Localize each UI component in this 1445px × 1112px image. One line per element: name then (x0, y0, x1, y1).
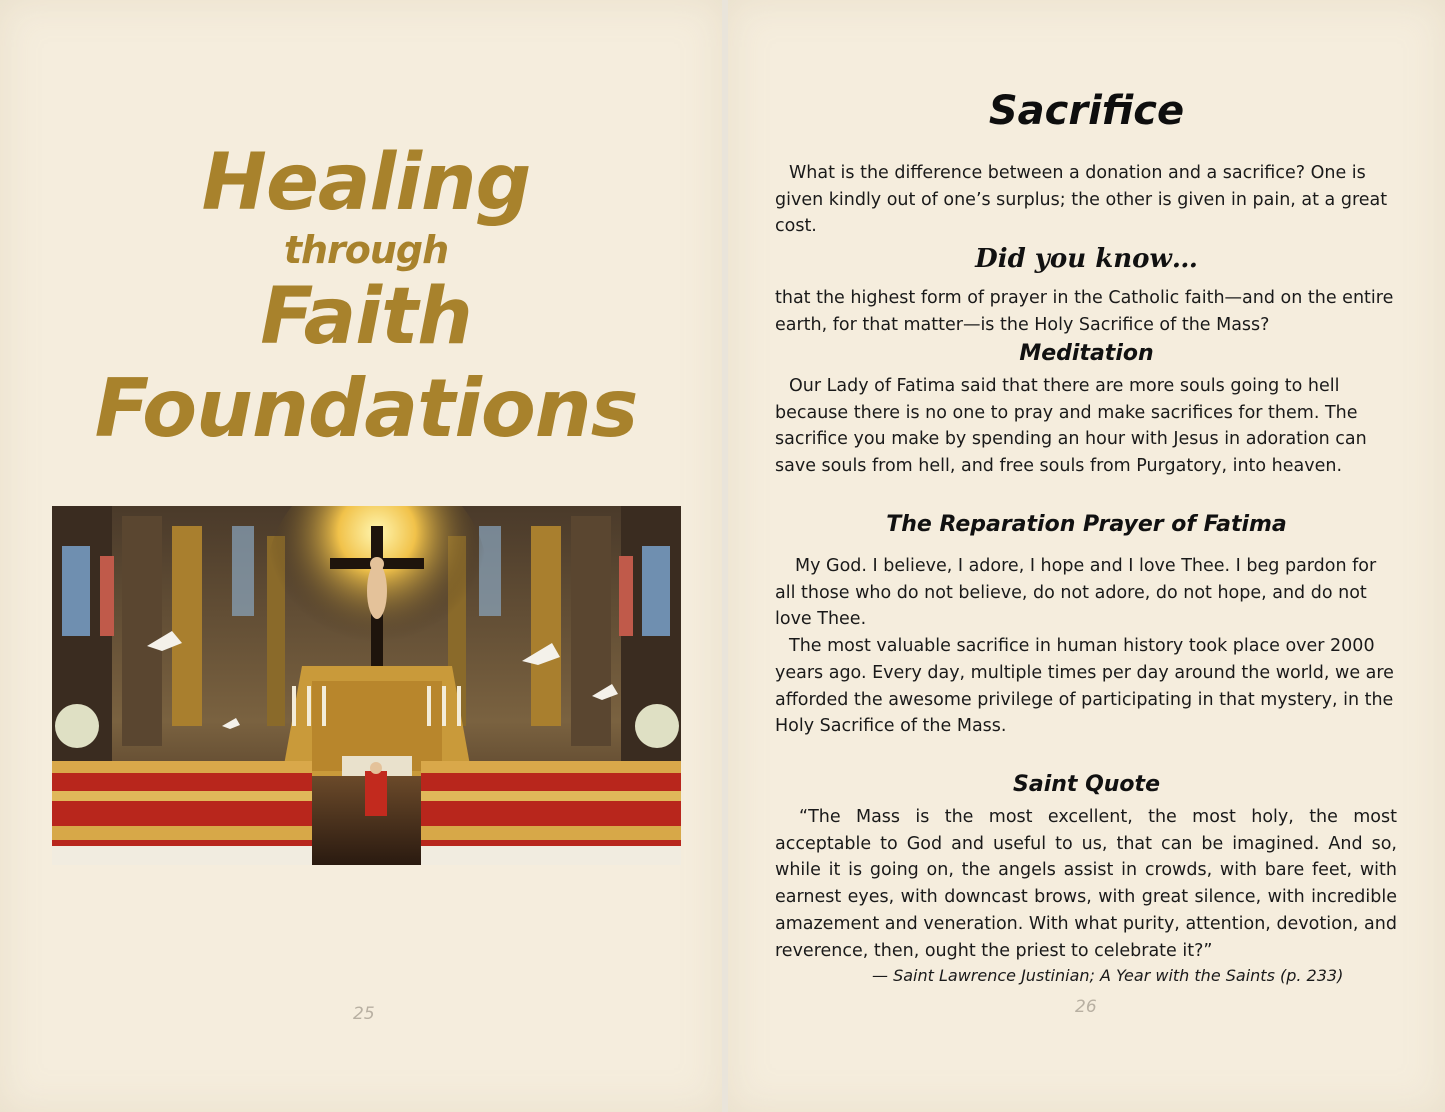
quote-heading: Saint Quote (1013, 772, 1160, 797)
prayer-paragraph (775, 553, 1397, 740)
did-you-know-heading: Did you know… (975, 244, 1198, 274)
intro-text: What is the difference between a donation and a sacrifice? One is given kindly out of one’s surplus; the other is given in pain, at a great cost. (775, 163, 1388, 237)
page-number: 26 (1075, 997, 1097, 1017)
title-through: through (283, 228, 449, 272)
page-number: 25 (353, 1004, 375, 1024)
prayer-text: My God. I believe, I adore, I hope and I love Thee. I beg pardon for all those who do not believe, do not adore, do not hope, and do not love Thee. (775, 556, 1377, 630)
title-faith: Faith (260, 272, 472, 362)
title-healing: Healing (201, 138, 531, 228)
sacrifice-text: The most valuable sacrifice in human history took place over 2000 years ago. Every day, multiple times per day around the world, we are afforded the awesome privilege of participating in that mystery, in the Holy Sacrifice of the Mass. (775, 636, 1394, 737)
quote-text: “The Mass is the most excellent, the most holy, the most acceptable to God and useful to us, that can be imagined. And so, while it is going on, the angels assist in crowds, with bare feet, with earnest eyes, with downcast brows, with great silence, with incredible amazement and veneration. With what purity, attention, devotion, and reverence, then, ought the priest to celebrate it?” (775, 807, 1397, 961)
left-page (0, 0, 722, 1112)
quote-paragraph (775, 804, 1397, 964)
intro-paragraph (775, 160, 1397, 240)
title-foundations: Foundations (94, 362, 638, 455)
did-you-know-paragraph (775, 285, 1397, 338)
prayer-heading: The Reparation Prayer of Fatima (886, 512, 1287, 537)
quote-attribution: — Saint Lawrence Justinian; A Year with the Saints (p. 233) (872, 966, 1344, 985)
meditation-paragraph (775, 373, 1397, 480)
did-you-know-text: that the highest form of prayer in the Catholic faith—and on the entire earth, for that matter—is the Holy Sacrifice of the Mass? (775, 288, 1394, 335)
meditation-text: Our Lady of Fatima said that there are more souls going to hell because there is no one to pray and make sacrifices for them. The sacrifice you make by spending an hour with Jesus in adoration can save souls from hell, and free souls from Purgatory, into heaven. (775, 376, 1367, 477)
page-title: Sacrifice (988, 88, 1185, 134)
meditation-heading: Meditation (1019, 341, 1154, 366)
cathedral-mass-illustration (52, 506, 681, 865)
